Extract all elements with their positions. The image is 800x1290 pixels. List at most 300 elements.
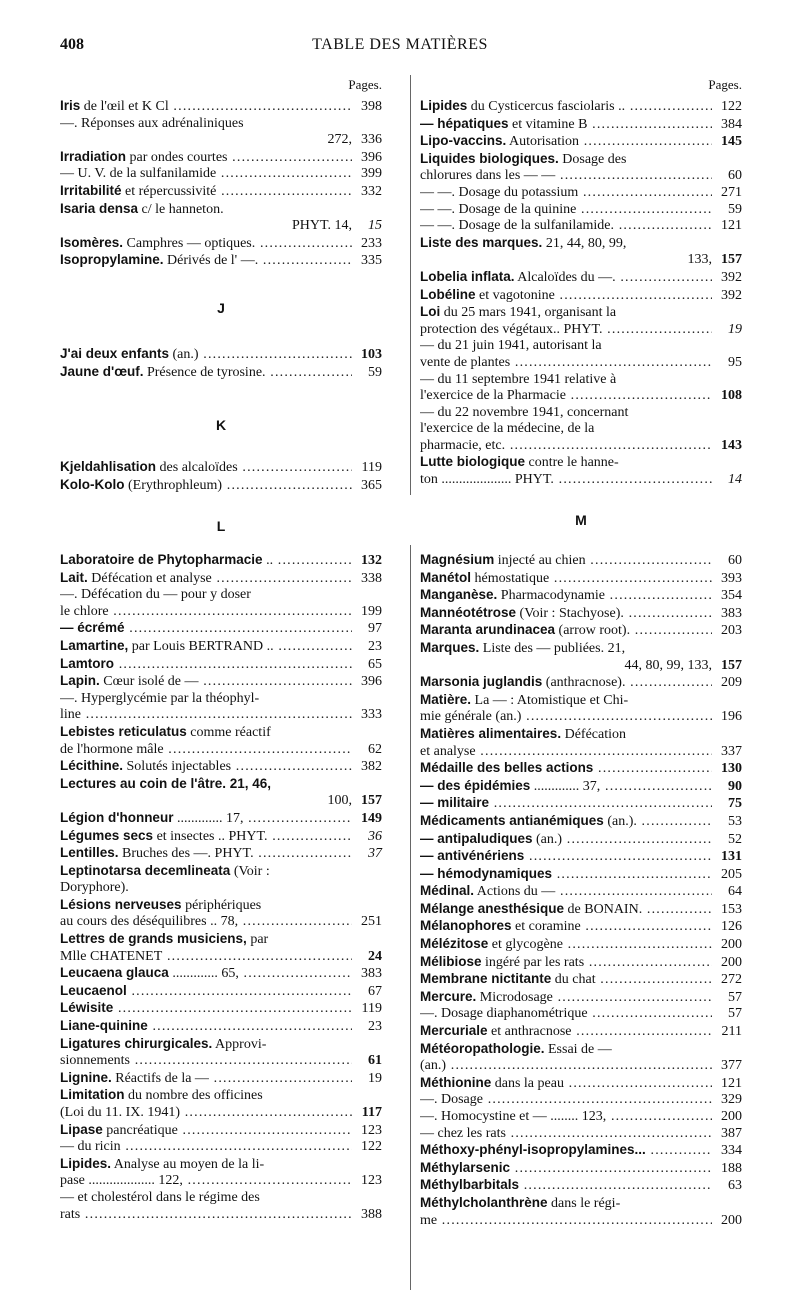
entry-text	[420, 587, 712, 605]
entry-text	[60, 724, 352, 742]
entry-keyword: Médinal.	[420, 883, 475, 899]
page-ref: 122	[721, 99, 742, 114]
index-entry	[60, 691, 382, 708]
page-header	[0, 36, 800, 60]
entry-keyword: Lipase	[60, 1121, 103, 1137]
index-entry	[420, 98, 742, 116]
index-entry	[420, 954, 742, 972]
entry-text	[60, 1122, 352, 1140]
entry-keyword: J'ai deux enfants	[60, 345, 169, 361]
entry-description: (an.)	[532, 831, 563, 847]
index-entry	[60, 949, 382, 966]
entry-description: (an.).	[603, 813, 637, 829]
entry-text	[60, 828, 352, 846]
entry-description: — U. V. de la sulfanilamide	[60, 166, 217, 182]
index-entry	[60, 707, 382, 724]
entry-text	[420, 1142, 712, 1160]
page-ref: 36	[368, 828, 382, 844]
entry-description: — chez les rats	[420, 1125, 506, 1141]
index-entry	[420, 570, 742, 588]
page-ref: 399	[361, 166, 382, 182]
running-title: TABLE DES MATIÈRES	[312, 36, 488, 53]
entry-description: et coramine	[511, 919, 581, 935]
entry-description: et vagotonine	[475, 287, 555, 303]
entry-keyword: Manétol	[420, 569, 472, 585]
index-entry	[420, 1058, 742, 1075]
entry-keyword: Isaria densa	[60, 200, 139, 216]
page-ref: 14	[728, 472, 742, 488]
entry-description: Solutés injectables	[123, 759, 232, 775]
entry-keyword: Lentilles.	[60, 845, 119, 861]
entry-keyword: Lectures au coin de l'âtre. 21, 46,	[60, 775, 272, 791]
pages-label: Pages.	[348, 77, 382, 92]
entry-description: Dosage des	[558, 151, 627, 167]
entry-text	[420, 1092, 712, 1109]
entry-text	[420, 1195, 712, 1213]
entry-description: —. Défécation du — pour y doser	[60, 587, 251, 603]
entry-description: de BONAIN.	[564, 901, 643, 917]
entry-text	[60, 346, 352, 364]
entry-text	[60, 776, 352, 794]
index-entry	[420, 778, 742, 796]
entry-text	[60, 98, 352, 116]
entry-text	[60, 116, 352, 133]
entry-description: par ondes courtes	[126, 149, 228, 165]
page-ref: 121	[721, 1075, 742, 1091]
index-entry	[420, 587, 742, 605]
index-entry	[420, 1142, 742, 1160]
index-entry-continuation	[60, 218, 382, 235]
page-ref: 377	[721, 1058, 742, 1074]
entry-description: vente de plantes	[420, 354, 511, 370]
index-entry	[420, 421, 742, 438]
index-entry	[60, 201, 382, 219]
index-entry	[60, 931, 382, 949]
page-ref: 19	[368, 1070, 382, 1086]
index-entry	[60, 183, 382, 201]
entry-text	[60, 477, 352, 495]
entry-description: l'exercice de la Pharmacie	[420, 388, 566, 404]
entry-text	[60, 1070, 352, 1088]
entry-description: dans la peau	[491, 1075, 564, 1091]
entry-text	[420, 1177, 712, 1195]
index-entry	[60, 776, 382, 794]
entry-keyword: Magnésium	[420, 552, 495, 567]
page-ref: 57	[728, 989, 742, 1005]
entry-text	[60, 183, 352, 201]
page-ref: 354	[721, 588, 742, 604]
entry-description: — du 22 novembre 1941, concernant	[420, 404, 629, 420]
page-ref: 396	[361, 149, 382, 165]
entry-description: me	[420, 1212, 438, 1228]
entry-keyword: Lipides.	[60, 1155, 112, 1171]
entry-description: et insectes .. PHYT.	[153, 828, 268, 844]
page-ref: 335	[361, 253, 382, 269]
index-entry	[420, 1177, 742, 1195]
page-ref: 157	[361, 793, 382, 809]
entry-keyword: Leucaenol	[60, 982, 127, 998]
entry-keyword: Mercure.	[420, 988, 477, 1004]
entry-text	[60, 252, 352, 270]
entry-text	[60, 149, 352, 167]
entry-description: comme réactif	[186, 724, 271, 740]
index-entry	[60, 897, 382, 915]
entry-text	[420, 372, 712, 389]
page-ref: 64	[728, 884, 742, 900]
page-ref: 388	[361, 1206, 382, 1222]
entry-keyword: Liquides biologiques.	[420, 150, 559, 166]
index-entry	[60, 570, 382, 588]
entry-text	[420, 813, 712, 831]
page-ref: 398	[361, 99, 382, 114]
entry-text	[60, 965, 352, 983]
entry-keyword: Iris	[60, 98, 81, 113]
entry-keyword: Irradiation	[60, 148, 127, 164]
page-ref: 24	[368, 948, 382, 964]
index-entry	[420, 269, 742, 287]
entry-description: pancréatique	[102, 1122, 178, 1138]
index-entry	[420, 795, 742, 813]
entry-description: Essai de —	[544, 1041, 612, 1057]
entry-description: (Erythrophleum)	[124, 477, 223, 493]
entry-text	[420, 901, 712, 919]
entry-description: Autorisation	[506, 134, 580, 150]
entry-description: c/ le hanneton.	[138, 201, 224, 217]
index-entry	[60, 166, 382, 183]
entry-description: Actions du —	[474, 884, 556, 900]
index-entry	[420, 1092, 742, 1109]
index-entry	[60, 149, 382, 167]
letter-heading-k: K	[215, 417, 227, 434]
entry-keyword: Marques.	[420, 639, 480, 655]
index-entry	[60, 1173, 382, 1190]
page-ref: 196	[721, 709, 742, 725]
entry-description: du Cysticercus fasciolaris ..	[467, 99, 626, 114]
entry-description: rats	[60, 1206, 81, 1222]
index-entry	[60, 604, 382, 621]
entry-text	[420, 218, 712, 235]
page-ref: 61	[368, 1053, 382, 1069]
page-ref: 53	[728, 813, 742, 829]
entry-keyword: — écrémé	[60, 620, 125, 636]
entry-text	[60, 1156, 352, 1174]
index-entry	[420, 848, 742, 866]
index-entry	[420, 185, 742, 202]
entry-keyword: Méthoxy-phényl-isopropylamines...	[420, 1142, 646, 1158]
entry-description: Mlle CHATENET	[60, 948, 163, 964]
entry-keyword: Mannéotétrose	[420, 604, 517, 620]
page-ref: 126	[721, 919, 742, 935]
entry-text	[420, 1075, 712, 1093]
index-entry	[420, 813, 742, 831]
entry-description: (an.)	[169, 346, 199, 362]
entry-description: sionnements	[60, 1053, 130, 1069]
page-ref: 396	[361, 674, 382, 690]
entry-keyword: Lapin.	[60, 673, 100, 689]
index-entry	[420, 552, 742, 570]
entry-text	[60, 1018, 352, 1036]
entry-description: —. Homocystine et — ........ 123,	[420, 1109, 607, 1124]
index-entry	[60, 1036, 382, 1054]
entry-text	[420, 133, 712, 151]
index-entry-continuation	[420, 252, 742, 269]
entry-keyword: — hépatiques	[420, 115, 509, 131]
index-entry	[60, 1000, 382, 1018]
index-entry	[420, 287, 742, 305]
page-ref: 157	[721, 657, 742, 673]
index-entry	[420, 1041, 742, 1059]
page-ref: 97	[368, 621, 382, 637]
entry-text	[420, 421, 712, 438]
entry-text	[420, 570, 712, 588]
entry-text	[420, 185, 712, 202]
page-ref: 90	[728, 778, 742, 794]
index-entry	[420, 674, 742, 692]
entry-keyword: Mélézitose	[420, 936, 489, 952]
entry-description: —. Dosage diaphanométrique	[420, 1006, 588, 1022]
entry-text	[60, 552, 352, 570]
entry-text	[420, 388, 712, 405]
index-entry	[420, 133, 742, 151]
entry-keyword: Loi	[420, 304, 441, 320]
page-ref: 121	[721, 218, 742, 234]
page-ref: 387	[721, 1125, 742, 1141]
entry-keyword: Médaille des belles actions	[420, 760, 594, 776]
page-number: 408	[60, 36, 84, 53]
page-ref: 200	[721, 954, 742, 970]
entry-text	[420, 472, 712, 489]
top-right-column	[420, 72, 742, 489]
entry-text	[420, 971, 712, 989]
entry-text	[420, 1213, 712, 1230]
index-entry	[420, 235, 742, 253]
page-ref: 392	[721, 287, 742, 303]
entry-description: (anthracnose).	[542, 675, 626, 691]
top-left-column	[60, 72, 382, 494]
entry-description: ingéré par les rats	[481, 954, 585, 970]
entry-description: pase ................... 122,	[60, 1173, 183, 1189]
index-entry	[60, 1053, 382, 1070]
page-ref: 272	[721, 972, 742, 988]
page-ref: 123	[361, 1173, 382, 1189]
entry-keyword: Kolo-Kolo	[60, 476, 125, 492]
entry-text	[60, 758, 352, 776]
entry-text: 44, 80, 99, 133,	[624, 657, 712, 673]
entry-text	[420, 989, 712, 1007]
entry-text	[60, 166, 352, 183]
entry-description: le chlore	[60, 603, 109, 619]
index-entry	[420, 918, 742, 936]
page-ref: 188	[721, 1160, 742, 1176]
index-entry	[420, 744, 742, 761]
entry-description: de l'hormone mâle	[60, 741, 164, 757]
page-ref: 329	[721, 1092, 742, 1108]
page-ref: 67	[368, 983, 382, 999]
entry-text	[420, 709, 712, 726]
index-entry	[60, 1087, 382, 1105]
entry-keyword: Légumes secs	[60, 827, 154, 843]
entry-keyword: Matières alimentaires.	[420, 725, 562, 741]
entry-keyword: — hémodynamiques	[420, 865, 553, 881]
page-ref: 19	[728, 321, 742, 337]
bottom-right-column	[420, 552, 742, 1229]
entries-l	[60, 552, 382, 1223]
index-entry	[420, 438, 742, 455]
entry-keyword: Kjeldahlisation	[60, 459, 157, 475]
index-entry	[420, 1160, 742, 1178]
page-ref: 205	[721, 866, 742, 882]
index-entry	[60, 724, 382, 742]
entry-text	[420, 1006, 712, 1023]
index-entry	[420, 883, 742, 901]
entry-description: line	[60, 707, 81, 723]
page-ref: 108	[721, 388, 742, 404]
entry-text	[420, 760, 712, 778]
entry-keyword: Lebistes reticulatus	[60, 723, 187, 739]
entry-description: — —. Dosage de la sulfanilamide.	[420, 218, 615, 234]
index-entry	[420, 936, 742, 954]
entry-keyword: Lettres de grands musiciens,	[60, 931, 247, 947]
index-entry	[60, 810, 382, 828]
entry-text	[60, 931, 352, 949]
page-ref: 95	[728, 354, 742, 370]
entry-description: Alcaloïdes du —.	[514, 269, 616, 285]
page-ref: 37	[368, 846, 382, 862]
index-entry	[420, 1006, 742, 1023]
entry-text	[60, 1190, 352, 1207]
entry-keyword: Mélibiose	[420, 953, 482, 969]
page-ref: 60	[728, 553, 742, 568]
index-entry	[60, 235, 382, 253]
entry-keyword: Irritabilité	[60, 182, 122, 198]
page-ref: 383	[721, 605, 742, 621]
entry-keyword: Lécithine.	[60, 758, 124, 774]
entry-text	[420, 726, 712, 744]
entry-text	[420, 355, 712, 372]
index-entry	[60, 552, 382, 570]
entry-description: Camphres — optiques.	[123, 235, 256, 251]
page-ref: 203	[721, 623, 742, 639]
entry-keyword: Météoropathologie.	[420, 1040, 545, 1056]
index-entry	[420, 971, 742, 989]
index-entry	[420, 709, 742, 726]
entry-keyword: — des épidémies	[420, 777, 531, 793]
entry-description: et répercussivité	[121, 183, 217, 199]
page-ref: 337	[721, 743, 742, 759]
entry-text	[60, 459, 352, 477]
page-ref: 251	[361, 914, 382, 930]
entry-description: chlorures dans les — —	[420, 168, 556, 184]
entry-description: Dérivés de l' —.	[163, 253, 259, 269]
entry-text	[60, 845, 352, 863]
entry-description: ton .................... PHYT.	[420, 472, 554, 488]
page-ref: 65	[368, 656, 382, 672]
page-ref: 23	[368, 638, 382, 654]
index-entry	[60, 673, 382, 691]
entry-description: de l'œil et K Cl	[80, 99, 169, 114]
page-ref: 57	[728, 1006, 742, 1022]
index-entry	[60, 477, 382, 495]
entry-keyword: Lobelia inflata.	[420, 268, 515, 284]
page-ref: 200	[721, 937, 742, 953]
entry-keyword: Lignine.	[60, 1069, 112, 1085]
page-ref: 75	[728, 796, 742, 812]
entry-description: ............. 37,	[530, 778, 601, 794]
index-entry	[60, 116, 382, 133]
index-entry-continuation	[420, 658, 742, 675]
entry-text	[420, 98, 712, 116]
entry-keyword: Isopropylamine.	[60, 252, 164, 268]
entry-text	[60, 897, 352, 915]
entry-keyword: Matière.	[420, 691, 472, 707]
entry-description: —. Hyperglycémie par la théophyl-	[60, 690, 260, 706]
entry-text	[420, 778, 712, 796]
entry-description: Présence de tyrosine.	[143, 364, 266, 380]
entry-text	[420, 1041, 712, 1059]
entry-description: (Voir : Stachyose).	[516, 605, 624, 621]
entry-description: (Loi du 11. IX. 1941)	[60, 1105, 181, 1120]
entry-keyword: Lait.	[60, 569, 88, 585]
page-ref: 145	[721, 134, 742, 150]
entry-description: — et cholestérol dans le régime des	[60, 1189, 260, 1205]
index-entry	[420, 322, 742, 339]
entry-keyword: Légion d'honneur	[60, 809, 174, 825]
entry-text	[60, 810, 352, 828]
entry-text	[60, 364, 352, 382]
entry-description: par	[246, 932, 269, 948]
entry-description: Bruches des —. PHYT.	[118, 846, 254, 862]
entry-keyword: Marsonia juglandis	[420, 674, 543, 690]
index-entry	[60, 252, 382, 270]
entry-description: ............. 65,	[168, 966, 239, 982]
entry-text	[60, 673, 352, 691]
entry-description: Défécation et analyse	[87, 570, 212, 586]
entry-text	[420, 744, 712, 761]
index-entry	[420, 472, 742, 489]
entry-description: injecté au chien	[494, 553, 586, 568]
index-entry	[420, 1109, 742, 1126]
index-entry	[60, 98, 382, 116]
entry-description: protection des végétaux.. PHYT.	[420, 321, 603, 337]
entry-text: 100,	[327, 793, 352, 809]
index-entry-continuation	[60, 132, 382, 149]
entry-text: PHYT. 14,	[291, 218, 352, 234]
index-entry	[60, 758, 382, 776]
page-ref: 333	[361, 707, 382, 723]
entry-description: et glycogène	[488, 937, 563, 953]
page-ref: 384	[721, 116, 742, 132]
bottom-left-column	[60, 552, 382, 1223]
entry-text	[420, 848, 712, 866]
index-entry	[60, 1105, 382, 1122]
entry-keyword: Membrane nictitante	[420, 971, 552, 987]
entry-keyword: Médicaments antianémiques	[420, 812, 604, 828]
entry-description: Pharmacodynamie	[497, 588, 605, 604]
entry-text	[420, 405, 712, 422]
page-ref: 62	[368, 741, 382, 757]
entry-description: Réactifs de la —	[111, 1070, 209, 1086]
index-entry	[60, 1122, 382, 1140]
index-entry	[60, 1018, 382, 1036]
index-entry	[60, 587, 382, 604]
entry-description: (Voir :	[230, 863, 270, 879]
entry-keyword: Ligatures chirurgicales.	[60, 1035, 213, 1051]
index-entry	[60, 620, 382, 638]
index-entry	[60, 742, 382, 759]
entry-keyword: Lutte biologique	[420, 454, 525, 470]
entry-text	[60, 1139, 352, 1156]
entry-description: l'exercice de la médecine, de la	[420, 421, 595, 437]
